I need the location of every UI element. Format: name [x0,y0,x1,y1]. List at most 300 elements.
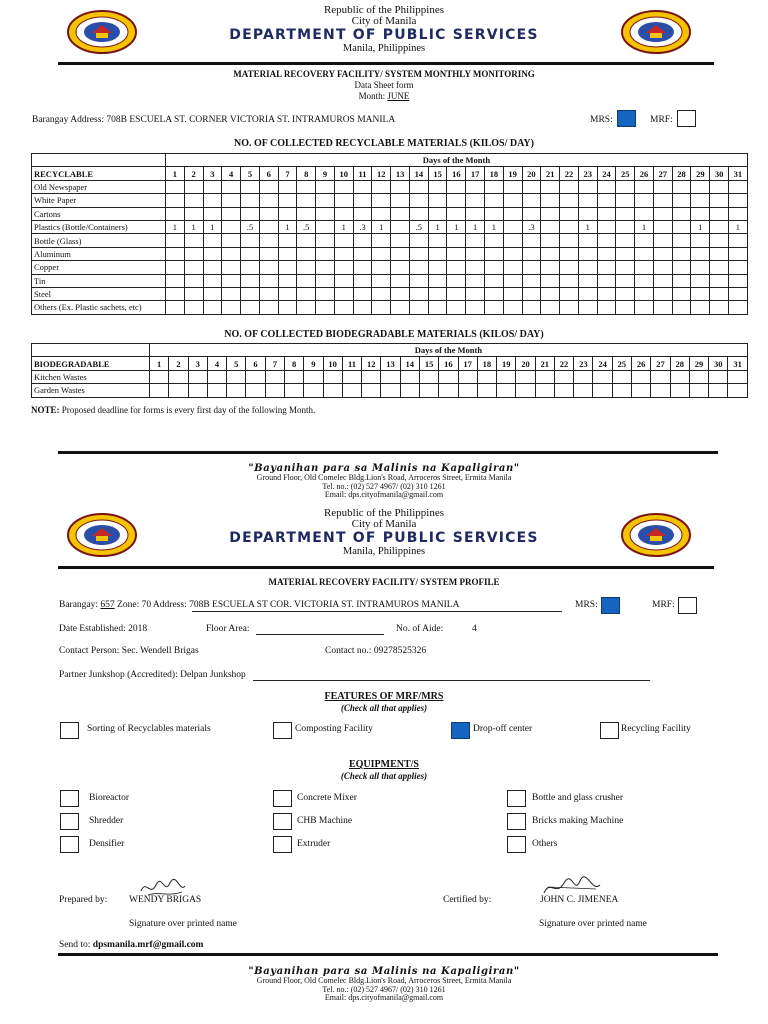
table-cell[interactable] [522,247,541,260]
table-cell[interactable] [593,384,612,397]
table-cell[interactable] [241,194,260,207]
table-cell[interactable] [485,194,504,207]
table-cell[interactable] [353,301,372,314]
table-cell[interactable] [428,287,447,300]
table-cell[interactable] [166,261,185,274]
table-cell[interactable] [670,370,689,383]
table-cell[interactable] [635,261,654,274]
table-cell[interactable] [485,207,504,220]
table-cell[interactable] [635,301,654,314]
table-cell[interactable] [391,287,410,300]
table-cell[interactable] [653,180,672,193]
table-cell[interactable] [635,234,654,247]
table-cell[interactable] [728,180,747,193]
table-cell[interactable] [284,384,303,397]
table-cell[interactable] [188,370,207,383]
table-cell[interactable] [466,180,485,193]
table-cell[interactable] [241,180,260,193]
table-cell[interactable] [597,301,616,314]
table-cell[interactable] [297,247,316,260]
table-cell[interactable] [166,287,185,300]
table-cell[interactable] [578,274,597,287]
table-cell[interactable] [653,194,672,207]
table-cell[interactable] [689,384,708,397]
table-cell[interactable] [503,234,522,247]
table-cell[interactable] [203,274,222,287]
table-cell[interactable]: 1 [278,220,297,233]
table-cell[interactable]: 1 [691,220,710,233]
table-cell[interactable] [597,287,616,300]
equipment-checkbox[interactable] [273,836,292,853]
table-cell[interactable] [554,384,573,397]
table-cell[interactable] [653,247,672,260]
table-cell[interactable] [391,274,410,287]
table-cell[interactable] [728,207,747,220]
table-cell[interactable] [597,220,616,233]
table-cell[interactable] [259,220,278,233]
table-cell[interactable] [316,194,335,207]
table-cell[interactable] [672,274,691,287]
table-cell[interactable] [428,301,447,314]
table-cell[interactable] [466,247,485,260]
table-cell[interactable] [372,194,391,207]
table-cell[interactable] [728,384,747,397]
table-cell[interactable] [541,207,560,220]
table-cell[interactable] [316,180,335,193]
table-cell[interactable] [316,287,335,300]
table-cell[interactable] [672,180,691,193]
table-cell[interactable] [353,207,372,220]
table-cell[interactable] [428,261,447,274]
floor-area-field[interactable] [256,634,384,635]
table-cell[interactable] [710,220,729,233]
table-cell[interactable] [447,207,466,220]
table-cell[interactable] [503,247,522,260]
table-cell[interactable] [166,207,185,220]
table-cell[interactable] [593,370,612,383]
table-cell[interactable] [409,247,428,260]
table-cell[interactable] [447,180,466,193]
table-cell[interactable] [278,301,297,314]
table-cell[interactable] [334,301,353,314]
table-cell[interactable] [391,180,410,193]
table-cell[interactable] [578,287,597,300]
table-cell[interactable] [334,247,353,260]
table-cell[interactable] [616,274,635,287]
table-cell[interactable] [372,261,391,274]
table-cell[interactable] [409,180,428,193]
table-cell[interactable] [278,207,297,220]
table-cell[interactable] [316,234,335,247]
table-cell[interactable]: 1 [578,220,597,233]
table-cell[interactable] [672,247,691,260]
table-cell[interactable] [503,274,522,287]
table-cell[interactable]: .5 [297,220,316,233]
table-cell[interactable] [522,301,541,314]
table-cell[interactable] [728,287,747,300]
table-cell[interactable] [651,370,670,383]
table-cell[interactable] [616,220,635,233]
table-cell[interactable] [672,194,691,207]
table-cell[interactable] [691,234,710,247]
table-cell[interactable] [466,194,485,207]
table-cell[interactable] [241,207,260,220]
table-cell[interactable] [259,180,278,193]
table-cell[interactable] [503,180,522,193]
table-cell[interactable] [670,384,689,397]
table-cell[interactable]: 1 [428,220,447,233]
table-cell[interactable] [541,261,560,274]
table-cell[interactable] [691,287,710,300]
table-cell[interactable] [316,247,335,260]
table-cell[interactable] [728,274,747,287]
table-cell[interactable] [541,247,560,260]
table-cell[interactable] [709,370,728,383]
table-cell[interactable] [466,234,485,247]
table-cell[interactable] [672,220,691,233]
table-cell[interactable] [477,384,496,397]
table-cell[interactable] [304,370,323,383]
table-cell[interactable] [632,384,651,397]
table-cell[interactable] [222,261,241,274]
table-cell[interactable] [672,234,691,247]
table-cell[interactable] [635,274,654,287]
table-cell[interactable] [391,261,410,274]
table-cell[interactable] [503,194,522,207]
table-cell[interactable] [497,370,516,383]
table-cell[interactable]: 1 [466,220,485,233]
table-cell[interactable] [447,247,466,260]
table-cell[interactable] [653,261,672,274]
table-cell[interactable]: 1 [372,220,391,233]
table-cell[interactable] [485,301,504,314]
feature-checkbox[interactable] [451,722,470,739]
table-cell[interactable] [166,274,185,287]
table-cell[interactable] [372,274,391,287]
table-cell[interactable] [334,234,353,247]
table-cell[interactable] [184,247,203,260]
table-cell[interactable] [265,370,284,383]
table-cell[interactable] [316,220,335,233]
table-cell[interactable] [653,234,672,247]
table-cell[interactable] [522,180,541,193]
table-cell[interactable] [241,287,260,300]
table-cell[interactable] [203,301,222,314]
table-cell[interactable] [259,247,278,260]
feature-checkbox[interactable] [600,722,619,739]
table-cell[interactable] [560,234,579,247]
table-cell[interactable] [353,180,372,193]
table-cell[interactable] [419,370,438,383]
table-cell[interactable] [259,261,278,274]
table-cell[interactable] [447,234,466,247]
table-cell[interactable] [409,287,428,300]
table-cell[interactable] [222,180,241,193]
table-cell[interactable] [485,274,504,287]
table-cell[interactable] [428,194,447,207]
table-cell[interactable] [372,247,391,260]
table-cell[interactable] [362,370,381,383]
table-cell[interactable] [466,261,485,274]
table-cell[interactable] [428,180,447,193]
table-cell[interactable] [278,274,297,287]
table-cell[interactable] [372,207,391,220]
table-cell[interactable] [419,384,438,397]
table-cell[interactable] [535,384,554,397]
table-cell[interactable] [522,287,541,300]
table-cell[interactable] [485,287,504,300]
table-cell[interactable] [653,220,672,233]
table-cell[interactable] [222,220,241,233]
table-cell[interactable] [691,180,710,193]
table-cell[interactable] [597,180,616,193]
table-cell[interactable] [372,234,391,247]
table-cell[interactable] [554,370,573,383]
table-cell[interactable] [342,370,361,383]
table-cell[interactable] [560,220,579,233]
table-cell[interactable] [297,274,316,287]
table-cell[interactable] [522,207,541,220]
table-cell[interactable] [578,261,597,274]
table-cell[interactable] [522,274,541,287]
table-cell[interactable] [203,180,222,193]
table-cell[interactable] [485,234,504,247]
table-cell[interactable] [166,180,185,193]
table-cell[interactable] [477,370,496,383]
table-cell[interactable] [169,384,188,397]
equipment-checkbox[interactable] [507,836,526,853]
table-cell[interactable] [362,384,381,397]
table-cell[interactable] [612,370,631,383]
table-cell[interactable] [184,234,203,247]
table-cell[interactable] [316,274,335,287]
table-cell[interactable] [246,370,265,383]
table-cell[interactable] [372,301,391,314]
table-cell[interactable] [578,234,597,247]
table-cell[interactable] [710,234,729,247]
table-cell[interactable] [342,384,361,397]
table-cell[interactable] [616,261,635,274]
table-cell[interactable] [259,194,278,207]
table-cell[interactable]: 1 [334,220,353,233]
table-cell[interactable] [503,220,522,233]
table-cell[interactable] [184,261,203,274]
table-cell[interactable] [409,194,428,207]
table-cell[interactable] [391,220,410,233]
table-cell[interactable] [560,274,579,287]
table-cell[interactable] [353,247,372,260]
table-cell[interactable] [222,194,241,207]
table-cell[interactable] [485,247,504,260]
table-cell[interactable] [516,370,535,383]
table-cell[interactable] [284,370,303,383]
table-cell[interactable] [381,384,400,397]
table-cell[interactable] [597,274,616,287]
table-cell[interactable] [297,207,316,220]
table-cell[interactable] [278,287,297,300]
table-cell[interactable] [222,274,241,287]
table-cell[interactable] [560,261,579,274]
table-cell[interactable] [265,384,284,397]
table-cell[interactable] [391,234,410,247]
table-cell[interactable] [503,207,522,220]
table-cell[interactable] [241,261,260,274]
table-cell[interactable] [635,287,654,300]
table-cell[interactable] [612,384,631,397]
table-cell[interactable] [728,370,747,383]
table-cell[interactable] [497,384,516,397]
table-cell[interactable] [635,180,654,193]
table-cell[interactable] [166,234,185,247]
table-cell[interactable] [616,301,635,314]
table-cell[interactable] [503,261,522,274]
table-cell[interactable] [222,301,241,314]
table-cell[interactable] [188,384,207,397]
table-cell[interactable] [297,261,316,274]
equipment-checkbox[interactable] [507,790,526,807]
table-cell[interactable] [447,274,466,287]
table-cell[interactable] [578,194,597,207]
table-cell[interactable] [710,274,729,287]
table-cell[interactable] [259,287,278,300]
table-cell[interactable] [710,261,729,274]
table-cell[interactable] [391,194,410,207]
table-cell[interactable] [503,301,522,314]
table-cell[interactable] [672,301,691,314]
table-cell[interactable] [207,370,226,383]
table-cell[interactable] [409,261,428,274]
table-cell[interactable] [391,301,410,314]
table-cell[interactable] [222,234,241,247]
table-cell[interactable]: 1 [184,220,203,233]
table-cell[interactable] [616,287,635,300]
table-cell[interactable] [203,194,222,207]
equipment-checkbox[interactable] [507,813,526,830]
table-cell[interactable] [653,301,672,314]
table-cell[interactable] [728,261,747,274]
table-cell[interactable]: 1 [447,220,466,233]
table-cell[interactable] [560,207,579,220]
table-cell[interactable] [503,287,522,300]
table-cell[interactable]: .5 [241,220,260,233]
table-cell[interactable] [710,247,729,260]
table-cell[interactable] [227,384,246,397]
table-cell[interactable] [578,180,597,193]
table-cell[interactable] [439,384,458,397]
table-cell[interactable] [710,287,729,300]
table-cell[interactable] [728,194,747,207]
table-cell[interactable] [485,180,504,193]
table-cell[interactable]: .3 [522,220,541,233]
mrf-checkbox[interactable] [677,110,696,127]
table-cell[interactable] [691,301,710,314]
mrs-checkbox[interactable] [601,597,620,614]
table-cell[interactable] [616,180,635,193]
table-cell[interactable] [372,287,391,300]
table-cell[interactable] [278,234,297,247]
equipment-checkbox[interactable] [60,813,79,830]
table-cell[interactable] [522,194,541,207]
table-cell[interactable] [672,207,691,220]
table-cell[interactable] [316,301,335,314]
table-cell[interactable] [653,207,672,220]
table-cell[interactable] [391,207,410,220]
table-cell[interactable] [541,234,560,247]
table-cell[interactable] [241,234,260,247]
table-cell[interactable] [334,274,353,287]
mrs-checkbox[interactable] [617,110,636,127]
equipment-checkbox[interactable] [273,790,292,807]
table-cell[interactable] [184,180,203,193]
table-cell[interactable] [372,180,391,193]
table-cell[interactable] [653,287,672,300]
table-cell[interactable] [203,261,222,274]
table-cell[interactable] [353,194,372,207]
equipment-checkbox[interactable] [273,813,292,830]
table-cell[interactable] [166,247,185,260]
table-cell[interactable] [447,194,466,207]
table-cell[interactable] [541,220,560,233]
table-cell[interactable] [241,301,260,314]
table-cell[interactable] [166,194,185,207]
table-cell[interactable] [578,207,597,220]
table-cell[interactable] [597,234,616,247]
table-cell[interactable] [458,384,477,397]
equipment-checkbox[interactable] [60,836,79,853]
table-cell[interactable] [466,274,485,287]
table-cell[interactable] [323,384,342,397]
table-cell[interactable] [578,301,597,314]
table-cell[interactable] [353,274,372,287]
table-cell[interactable] [184,274,203,287]
table-cell[interactable] [616,234,635,247]
table-cell[interactable] [541,301,560,314]
table-cell[interactable] [616,247,635,260]
table-cell[interactable] [574,370,593,383]
table-cell[interactable] [246,384,265,397]
table-cell[interactable] [222,247,241,260]
table-cell[interactable] [278,180,297,193]
table-cell[interactable] [541,194,560,207]
table-cell[interactable] [184,194,203,207]
table-cell[interactable] [651,384,670,397]
table-cell[interactable] [691,274,710,287]
table-cell[interactable] [297,234,316,247]
table-cell[interactable] [334,180,353,193]
table-cell[interactable] [169,370,188,383]
table-cell[interactable] [447,261,466,274]
table-cell[interactable] [353,234,372,247]
table-cell[interactable] [447,301,466,314]
table-cell[interactable] [428,234,447,247]
table-cell[interactable] [409,207,428,220]
table-cell[interactable] [597,194,616,207]
table-cell[interactable] [150,370,169,383]
table-cell[interactable] [323,370,342,383]
table-cell[interactable] [259,234,278,247]
table-cell[interactable] [635,194,654,207]
table-cell[interactable] [297,287,316,300]
table-cell[interactable] [672,287,691,300]
table-cell[interactable] [597,261,616,274]
table-cell[interactable] [391,247,410,260]
table-cell[interactable] [353,261,372,274]
table-cell[interactable] [535,370,554,383]
table-cell[interactable] [428,247,447,260]
table-cell[interactable] [691,261,710,274]
table-cell[interactable] [466,207,485,220]
table-cell[interactable] [632,370,651,383]
